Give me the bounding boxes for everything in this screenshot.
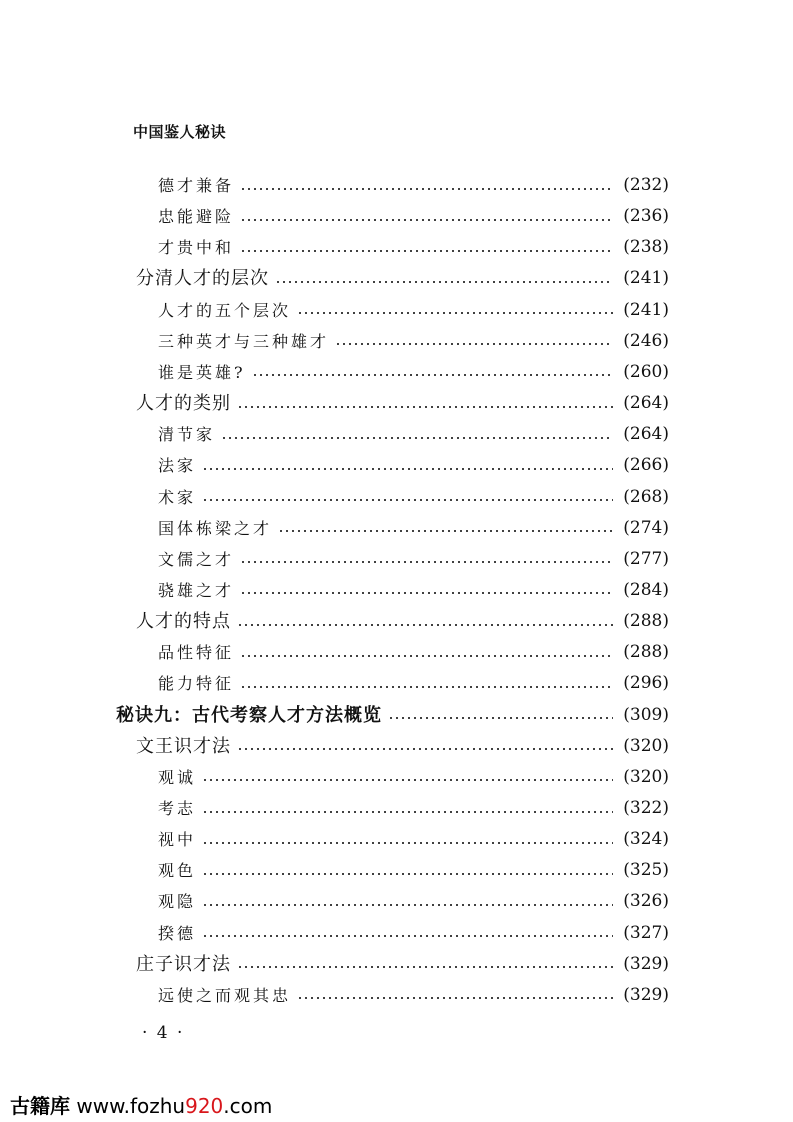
toc-entry-page: (329)	[623, 984, 669, 1005]
toc-section-entry[interactable]	[136, 263, 669, 294]
running-head: 中国鉴人秘诀	[133, 123, 227, 141]
toc-entry-title: 法家	[158, 456, 197, 476]
dot-leader	[202, 842, 613, 844]
dot-leader	[240, 188, 613, 190]
toc-section-entry[interactable]	[136, 949, 669, 980]
toc-subsection-entry[interactable]	[158, 824, 669, 855]
dot-leader	[297, 997, 613, 999]
toc-entry-title: 三种英才与三种雄才	[158, 331, 330, 351]
dot-leader	[278, 530, 613, 532]
toc-entry-title: 清节家	[158, 425, 216, 445]
toc-entry-page: (325)	[623, 860, 669, 881]
toc-entry-page: (322)	[623, 798, 669, 818]
toc-entry-page: (241)	[623, 268, 669, 289]
toc-subsection-entry[interactable]	[158, 295, 669, 326]
toc-subsection-entry[interactable]	[158, 980, 669, 1011]
toc-subsection-entry[interactable]	[158, 793, 669, 824]
toc-entry-title: 人才的类别	[136, 393, 231, 415]
dot-leader	[240, 219, 613, 221]
toc-section-entry[interactable]	[136, 388, 669, 419]
toc-entry-title: 德才兼备	[158, 176, 235, 195]
toc-entry-title: 文儒之才	[158, 549, 235, 569]
toc-entry-title: 远使之而观其忠	[158, 985, 292, 1005]
toc-subsection-entry[interactable]	[158, 544, 669, 575]
toc-entry-page: (266)	[623, 455, 669, 476]
toc-subsection-entry[interactable]	[158, 170, 669, 201]
dot-leader	[275, 281, 613, 283]
watermark	[10, 1090, 272, 1119]
dot-leader	[240, 250, 613, 252]
dot-leader	[237, 966, 613, 968]
toc-subsection-entry[interactable]	[158, 762, 669, 793]
toc-section-entry[interactable]	[136, 606, 669, 637]
dot-leader	[221, 437, 613, 439]
toc-entry-title: 分清人才的层次	[136, 268, 269, 290]
toc-entry-title: 术家	[158, 487, 197, 507]
dot-leader	[240, 592, 613, 594]
toc-chapter-entry[interactable]	[116, 700, 669, 731]
dot-leader	[202, 779, 613, 781]
toc-entry-title: 国体栋梁之才	[158, 518, 273, 538]
toc-subsection-entry[interactable]	[158, 326, 669, 357]
toc-entry-title: 考志	[158, 799, 197, 818]
toc-entry-page: (326)	[623, 891, 669, 912]
toc-section-entry[interactable]	[136, 731, 669, 762]
toc-entry-page: (268)	[623, 486, 669, 507]
toc-entry-page: (309)	[623, 704, 669, 725]
toc-entry-title: 人才的特点	[136, 611, 231, 633]
dot-leader	[202, 468, 613, 470]
toc-subsection-entry[interactable]	[158, 575, 669, 606]
dot-leader	[335, 343, 613, 345]
toc-subsection-entry[interactable]	[158, 668, 669, 699]
toc-subsection-entry[interactable]	[158, 855, 669, 886]
dot-leader	[237, 748, 613, 750]
toc-entry-page: (260)	[623, 361, 669, 382]
toc-entry-page: (288)	[623, 642, 669, 663]
toc-entry-title: 品性特征	[158, 643, 235, 663]
toc-subsection-entry[interactable]	[158, 637, 669, 668]
toc-entry-page: (324)	[623, 829, 669, 850]
dot-leader	[297, 312, 613, 314]
page-number: · 4 ·	[142, 1023, 185, 1043]
dot-leader	[202, 811, 613, 813]
toc-entry-page: (320)	[623, 735, 669, 756]
toc-entry-title: 骁雄之才	[158, 580, 235, 600]
dot-leader	[202, 935, 613, 937]
toc-entry-page: (232)	[623, 175, 669, 195]
toc-subsection-entry[interactable]	[158, 886, 669, 917]
toc-subsection-entry[interactable]	[158, 450, 669, 481]
toc-entry-page: (264)	[623, 393, 669, 414]
toc-entry-title: 观诚	[158, 767, 197, 787]
toc-entry-page: (320)	[623, 766, 669, 787]
toc-entry-page: (329)	[623, 953, 669, 974]
toc-subsection-entry[interactable]	[158, 357, 669, 388]
toc-subsection-entry[interactable]	[158, 232, 669, 263]
dot-leader	[240, 561, 613, 563]
toc-subsection-entry[interactable]	[158, 513, 669, 544]
toc-entry-page: (288)	[623, 611, 669, 632]
toc-entry-title: 揆德	[158, 923, 197, 943]
toc-entry-title: 人才的五个层次	[158, 300, 292, 320]
toc-subsection-entry[interactable]	[158, 201, 669, 232]
toc-entry-page: (277)	[623, 548, 669, 569]
toc-entry-page: (238)	[623, 237, 669, 258]
toc-entry-page: (246)	[623, 330, 669, 351]
dot-leader	[252, 374, 614, 376]
toc-entry-page: (236)	[623, 206, 669, 227]
toc-entry-page: (241)	[623, 299, 669, 320]
toc-entry-title: 观隐	[158, 892, 197, 912]
dot-leader	[237, 406, 613, 408]
toc-entry-page: (296)	[623, 673, 669, 694]
toc-subsection-entry[interactable]	[158, 419, 669, 450]
dot-leader	[202, 499, 613, 501]
toc-entry-title: 文王识才法	[136, 735, 231, 757]
toc-subsection-entry[interactable]	[158, 482, 669, 513]
toc-entry-title: 能力特征	[158, 674, 235, 694]
watermark-site-name: 古籍库	[10, 1094, 70, 1118]
toc-entry-title: 视中	[158, 830, 197, 850]
toc-entry-page: (274)	[623, 517, 669, 538]
toc-entry-page: (264)	[623, 424, 669, 445]
dot-leader	[202, 904, 613, 906]
toc-entry-title: 秘诀九：古代考察人才方法概览	[116, 704, 382, 726]
toc-entry-title: 庄子识才法	[136, 953, 231, 975]
toc-entry-page: (284)	[623, 579, 669, 600]
dot-leader	[237, 624, 613, 626]
watermark-url: www.fozhu920.com	[76, 1094, 273, 1118]
toc-entry-page: (327)	[623, 922, 669, 943]
toc-entry-title: 忠能避险	[158, 207, 235, 227]
dot-leader	[202, 873, 613, 875]
toc-entry-title: 才贵中和	[158, 238, 235, 258]
dot-leader	[388, 717, 613, 719]
toc-entry-title: 观色	[158, 861, 197, 881]
dot-leader	[240, 686, 613, 688]
toc-entry-title: 谁是英雄?	[158, 362, 246, 382]
dot-leader	[240, 655, 613, 657]
toc-subsection-entry[interactable]	[158, 918, 669, 949]
